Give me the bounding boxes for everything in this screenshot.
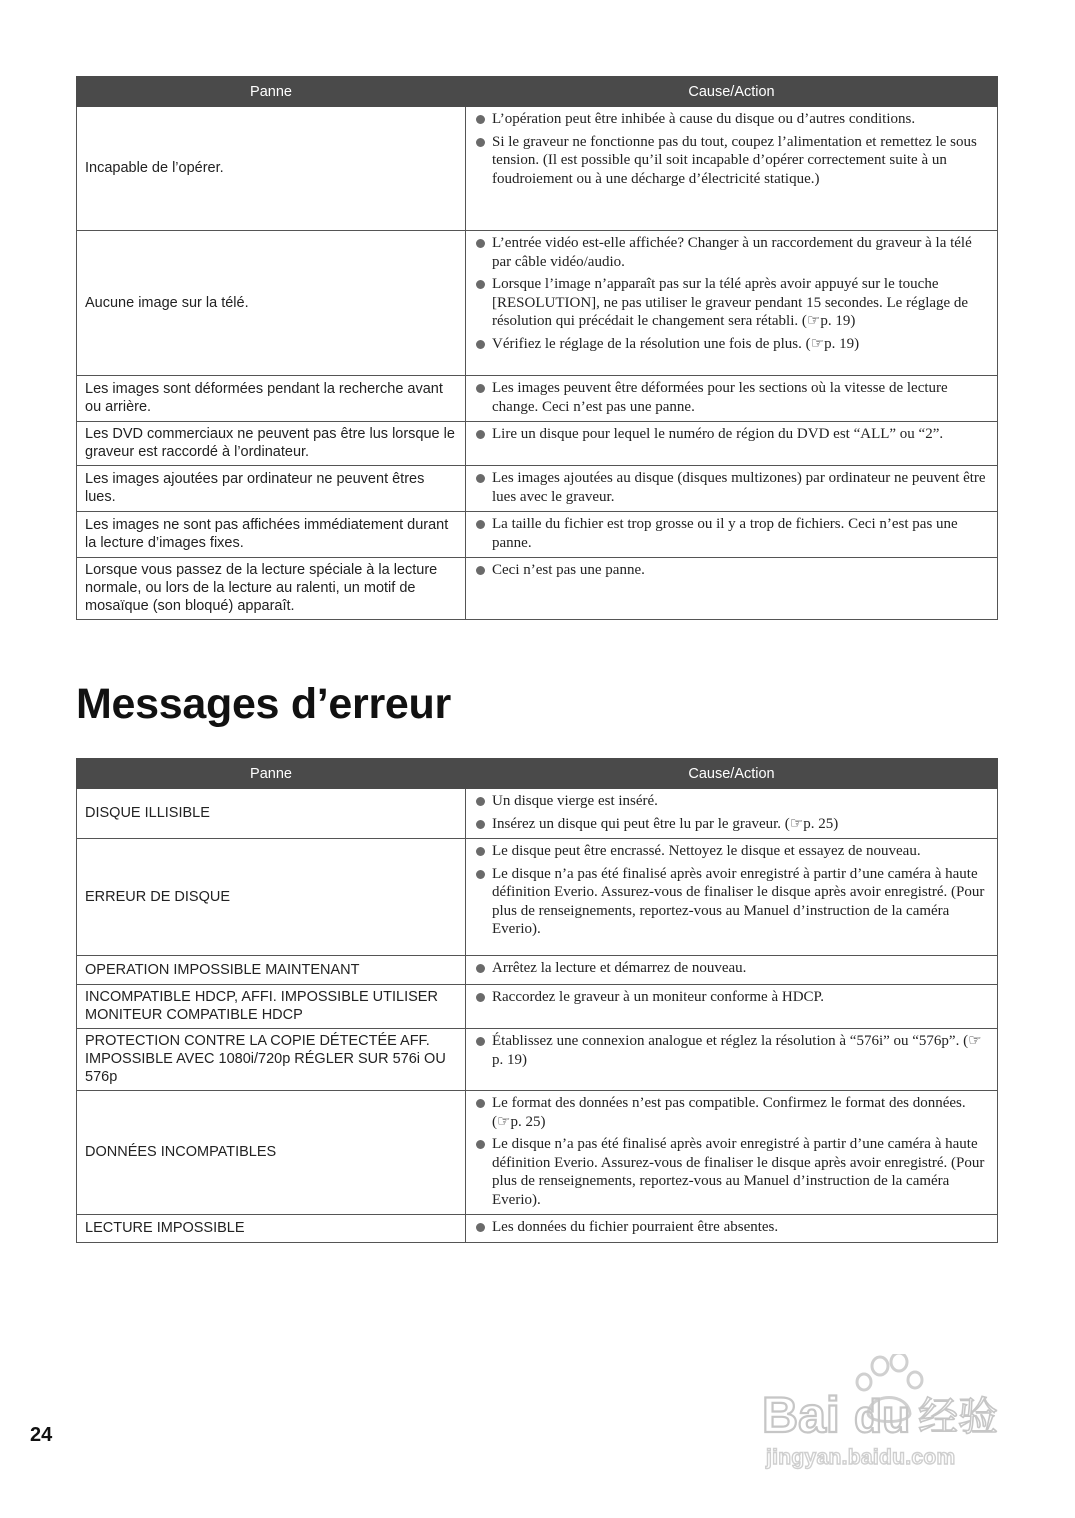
cause-item: Lorsque l’image n’apparaît pas sur la télé après avoir appuyé sur le touche [RESOLUTION], ne pas utiliser le graveur pendant 15 secondes. Le réglage de résolution qui précédait le changement sera rétabli. (☞p. 19) — [474, 275, 987, 331]
cause-cell — [466, 1091, 998, 1215]
cause-item: L’entrée vidéo est-elle affichée? Changer à un raccordement du graveur à la télé par câble vidéo/audio. — [474, 234, 987, 271]
svg-text:du: du — [854, 1390, 911, 1442]
cause-item: L’opération peut être inhibée à cause du disque ou d’autres conditions. — [474, 110, 987, 129]
cause-cell — [466, 839, 998, 956]
page-number: 24 — [30, 1424, 53, 1446]
cause-item: Le disque n’a pas été finalisé après avoir enregistré à partir d’une caméra à haute définition Everio. Assurez-vous de finaliser le disque après avoir enregistré. (Pour plus de renseignements, reportez-vous au Manuel d’instruction de la caméra Everio). — [474, 1135, 987, 1209]
cause-item: Le format des données n’est pas compatible. Confirmez le format des données. (☞p. 25) — [474, 1094, 987, 1131]
table-header-row — [77, 759, 998, 789]
cause-item: Les images ajoutées au disque (disques multizones) par ordinateur ne peuvent être lues avec le graveur. — [474, 469, 987, 506]
table-row — [77, 985, 998, 1029]
panne-cell: INCOMPATIBLE HDCP, AFFI. IMPOSSIBLE UTILISER MONITEUR COMPATIBLE HDCP — [77, 985, 466, 1029]
table-row — [77, 466, 998, 512]
cause-item: Arrêtez la lecture et démarrez de nouveau. — [474, 959, 987, 978]
cause-cell — [466, 107, 998, 231]
table-row — [77, 107, 998, 231]
panne-cell: OPERATION IMPOSSIBLE MAINTENANT — [77, 956, 466, 985]
cause-item: Lire un disque pour lequel le numéro de région du DVD est “ALL” ou “2”. — [474, 425, 987, 444]
table-row — [77, 558, 998, 620]
table-header-row — [77, 77, 998, 107]
panne-cell: LECTURE IMPOSSIBLE — [77, 1215, 466, 1243]
panne-cell: Incapable de l’opérer. — [77, 107, 466, 231]
panne-cell: Les DVD commerciaux ne peuvent pas être lus lorsque le graveur est raccordé à l’ordinateur. — [77, 422, 466, 466]
table-row — [77, 789, 998, 839]
header-cause-action: Cause/Action — [466, 77, 998, 107]
cause-item: Les images peuvent être déformées pour les sections où la vitesse de lecture change. Ceci n’est pas une panne. — [474, 379, 987, 416]
table-row — [77, 1091, 998, 1215]
cause-item: Raccordez le graveur à un moniteur conforme à HDCP. — [474, 988, 987, 1007]
panne-cell: DISQUE ILLISIBLE — [77, 789, 466, 839]
cause-cell — [466, 1029, 998, 1091]
cause-cell — [466, 422, 998, 466]
cause-cell — [466, 512, 998, 558]
cause-item: Insérez un disque qui peut être lu par le graveur. (☞p. 25) — [474, 815, 987, 834]
cause-cell — [466, 985, 998, 1029]
cause-item: Les données du fichier pourraient être absentes. — [474, 1218, 987, 1237]
cause-item: Ceci n’est pas une panne. — [474, 561, 987, 580]
table-row — [77, 839, 998, 956]
panne-cell: Les images ajoutées par ordinateur ne peuvent êtres lues. — [77, 466, 466, 512]
table-row — [77, 512, 998, 558]
svg-text:jingyan.baidu.com: jingyan.baidu.com — [766, 1446, 956, 1469]
header-panne: Panne — [77, 759, 466, 789]
table-row — [77, 956, 998, 985]
panne-cell: Les images ne sont pas affichées immédiatement durant la lecture d’images fixes. — [77, 512, 466, 558]
section-title: Messages d’erreur — [76, 680, 451, 728]
panne-cell: ERREUR DE DISQUE — [77, 839, 466, 956]
svg-text:Bai: Bai — [762, 1387, 840, 1443]
header-panne: Panne — [77, 77, 466, 107]
panne-cell: Les images sont déformées pendant la recherche avant ou arrière. — [77, 376, 466, 422]
header-cause-action: Cause/Action — [466, 759, 998, 789]
table-row — [77, 422, 998, 466]
cause-cell — [466, 231, 998, 376]
cause-item: Si le graveur ne fonctionne pas du tout, coupez l’alimentation et remettez le sous tension. (Il est possible qu’il soit incapable d’opérer correctement suite à un foudroiement ou à une décharge d’électricité statique.) — [474, 133, 987, 189]
error-messages-table — [76, 758, 998, 1243]
cause-cell — [466, 789, 998, 839]
panne-cell: Lorsque vous passez de la lecture spéciale à la lecture normale, ou lors de la lecture au ralenti, un motif de mosaïque (son bloqué) apparaît. — [77, 558, 466, 620]
panne-cell: DONNÉES INCOMPATIBLES — [77, 1091, 466, 1215]
cause-cell — [466, 466, 998, 512]
table-row — [77, 1029, 998, 1091]
cause-item: Vérifiez le réglage de la résolution une fois de plus. (☞p. 19) — [474, 335, 987, 354]
cause-item: La taille du fichier est trop grosse ou il y a trop de fichiers. Ceci n’est pas une panne. — [474, 515, 987, 552]
table-row — [77, 376, 998, 422]
cause-cell — [466, 1215, 998, 1243]
cause-item: Le disque n’a pas été finalisé après avoir enregistré à partir d’une caméra à haute définition Everio. Assurez-vous de finaliser le disque après avoir enregistré. (Pour plus de renseignements, reportez-vous au Manuel d’instruction de la caméra Everio). — [474, 865, 987, 939]
table-row — [77, 231, 998, 376]
cause-cell — [466, 376, 998, 422]
cause-item: Un disque vierge est inséré. — [474, 792, 987, 811]
cause-item: Établissez une connexion analogue et réglez la résolution à “576i” ou “576p”. (☞p. 19) — [474, 1032, 987, 1069]
panne-cell: Aucune image sur la télé. — [77, 231, 466, 376]
svg-text:经验: 经验 — [918, 1394, 998, 1440]
baidu-watermark-logo — [758, 1354, 1018, 1479]
cause-cell — [466, 956, 998, 985]
cause-item: Le disque peut être encrassé. Nettoyez le disque et essayez de nouveau. — [474, 842, 987, 861]
troubleshooting-table — [76, 76, 998, 620]
table-row — [77, 1215, 998, 1243]
panne-cell: PROTECTION CONTRE LA COPIE DÉTECTÉE AFF. IMPOSSIBLE AVEC 1080i/720p RÉGLER SUR 576i OU 576p — [77, 1029, 466, 1091]
cause-cell — [466, 558, 998, 620]
